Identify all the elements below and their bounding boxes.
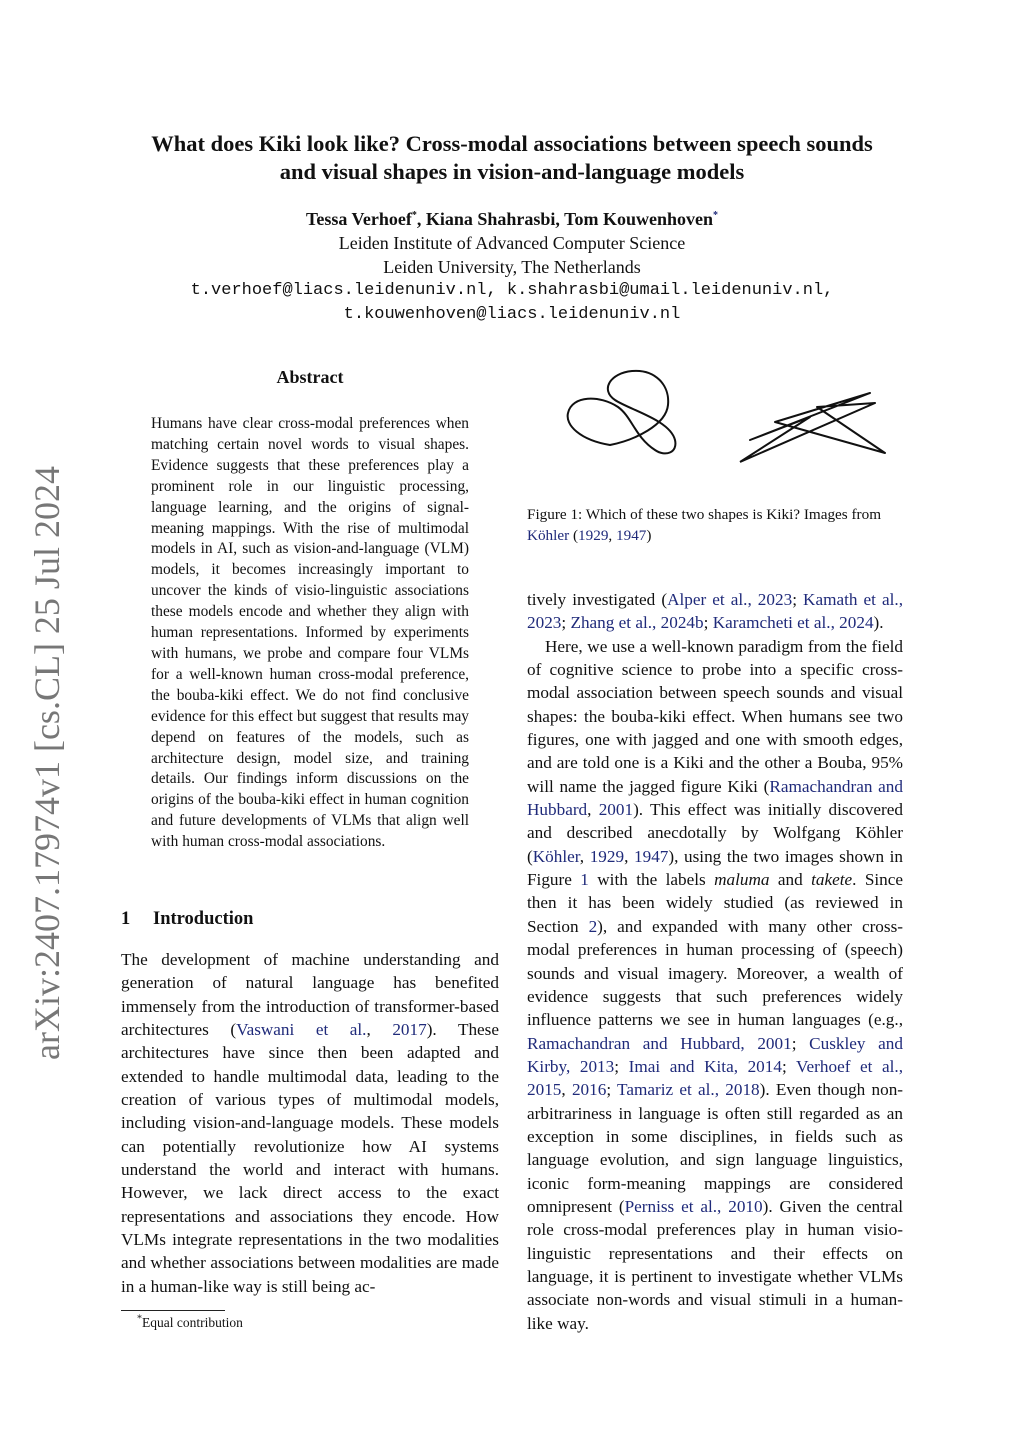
citation-link[interactable]: Imai and Kita, 2014 — [628, 1056, 782, 1076]
section-ref-link[interactable]: 2 — [588, 916, 598, 936]
paragraph-continued: tively investigated (Alper et al., 2023; Kamath et al., 2023; Zhang et al., 2024b; Karamcheti et al., 2024). — [527, 590, 903, 633]
citation-link[interactable]: 1929 — [578, 526, 609, 544]
intro-paragraph-col1: The development of machine understanding and generation of natural language has benefited immensely from the introduction of transformer-based architectures (Vaswani et al., 2017). These architectures have since then been adapted and extended to handle multimodal data, leading to the creation of various types of multimodal models, including vision-and-language models. These models can potentially revolutionize how AI systems understand the world and interact with humans. However, we lack direct access to the exact representations and associations they encode. How VLMs integrate representations in the two modalities and whether associations between modalities are made in a human-like way is still being ac- — [121, 950, 499, 1296]
citation-link[interactable]: 2017 — [392, 1020, 427, 1040]
abstract-heading: Abstract — [276, 367, 344, 387]
emails-line-1: t.verhoef@liacs.leidenuniv.nl, k.shahrasbi@umail.leidenuniv.nl, — [190, 281, 834, 300]
authors-2-3: , Kiana Shahrasbi, Tom Kouwenhoven — [416, 209, 713, 229]
citation-link[interactable]: Cuskley and Kirby, 2013 — [527, 1033, 903, 1076]
figure-1-shapes — [540, 365, 900, 475]
title-line-1: What does Kiki look like? Cross-modal associations between speech sounds — [151, 131, 873, 156]
section-heading-introduction — [121, 909, 253, 930]
citation-link[interactable]: Köhler — [532, 846, 580, 866]
citation-link[interactable]: Perniss et al., 2010 — [624, 1196, 763, 1216]
affiliation-2: Leiden University, The Netherlands — [383, 257, 641, 277]
citation-link[interactable]: Ramachandran and Hubbard — [527, 776, 903, 820]
author-1: Tessa Verhoef — [306, 209, 412, 229]
arxiv-stamp: arXiv:2407.17974v1 [cs.CL] 25 Jul 2024 — [27, 466, 67, 1060]
footnote-text: Equal contribution — [142, 1315, 243, 1330]
emails-line-2: t.kouwenhoven@liacs.leidenuniv.nl — [343, 305, 681, 324]
intro-column-2 — [527, 588, 903, 1335]
bouba-shape — [568, 371, 676, 454]
italic-word: takete — [811, 870, 853, 890]
citation-link[interactable]: 2001 — [598, 800, 634, 820]
section-number: 1 — [121, 909, 131, 929]
paper-title — [90, 130, 934, 186]
citation-link[interactable]: Kamath et al., 2023 — [527, 590, 903, 633]
citation-link[interactable]: Alper et al., 2023 — [667, 590, 793, 609]
citation-link[interactable]: Vaswani et al. — [236, 1020, 367, 1040]
author-block — [90, 207, 934, 327]
title-line-2: and visual shapes in vision-and-language models — [279, 159, 745, 184]
affiliation-1: Leiden Institute of Advanced Computer Science — [338, 233, 686, 253]
italic-word: maluma — [714, 870, 770, 890]
citation-link[interactable]: 2016 — [571, 1080, 607, 1100]
citation-link[interactable]: Zhang et al., 2024b — [570, 613, 704, 633]
equal-contrib-mark-2[interactable]: * — [712, 210, 718, 221]
citation-link[interactable]: Verhoef et al., 2015 — [527, 1056, 904, 1100]
citation-link[interactable]: 1947 — [634, 846, 669, 866]
equal-contrib-mark: * — [411, 210, 417, 221]
figure-ref-link[interactable]: 1 — [580, 870, 589, 890]
kiki-shape — [740, 393, 885, 462]
figure-1-caption: Figure 1: Which of these two shapes is Kiki? Images from Köhler (1929, 1947) — [527, 506, 882, 544]
citation-link[interactable]: 1947 — [616, 526, 647, 544]
citation-link[interactable]: Ramachandran and Hubbard, 2001 — [527, 1033, 792, 1053]
citation-link[interactable]: Köhler — [527, 526, 570, 544]
footnote-rule — [121, 1310, 225, 1311]
citation-link[interactable]: Tamariz et al., 2018 — [617, 1080, 760, 1100]
footnote-mark: * — [137, 1313, 142, 1325]
abstract-body: Humans have clear cross-modal preferences when matching certain novel words to visual shapes. Evidence suggests that these preferences play a prominent role in our linguistic processing, language learning, and the origins of signal-meaning mappings. With the rise of multimodal models in AI, such as vision-and-language (VLM) models, it becomes increasingly important to uncover the kinds of visio-linguistic associations these models encode and whether they align with human representations. Informed by experiments with humans, we probe and compare four VLMs for a well-known human cross-modal preference, the bouba-kiki effect. We do not find conclusive evidence for this effect but suggest that results may depend on features of the models, such as architecture design, model size, and training details. Our findings inform discussions on the origins of the bouba-kiki effect in human cognition and future developments of VLMs that align well with human cross-modal associations. — [151, 415, 469, 851]
paragraph-bouba-kiki: Here, we use a well-known paradigm from the field of cognitive science to probe into a specific cross-modal association between speech sounds and visual shapes: the bouba-kiki effect. When humans see two figures, one with jagged and one with smooth edges, and are told one is a Kiki and the other a Bouba, 95% will name the jagged figure Kiki (Ramachandran and Hubbard, 2001). This effect was initially discovered and described anecdotally by Wolfgang Köhler (Köhler, 1929, 1947), using the two images shown in Figure 1 with the labels maluma and takete. Since then it has been widely studied (as reviewed in Section 2), and expanded with many other cross-modal preferences in human processing of (speech) sounds and visual imagery. Moreover, a wealth of evidence suggests that such preferences widely influence patterns we see in human languages (e.g., Ramachandran and Hubbard, 2001; Cuskley and Kirby, 2013; Imai and Kita, 2014; Verhoef et al., 2015, 2016; Tamariz et al., 2018). Even though non-arbitrariness in language is often still regarded as an exception in some disciplines, in fields such as language evolution, and sign language linguistics, iconic form-meaning mappings are considered omnipresent (Perniss et al., 2010). Given the central role cross-modal preferences play in human visio-linguistic representations and their effects on language, it is pertinent to investigate whether VLMs associate non-words and visual stimuli in a human-like way. — [527, 636, 904, 1333]
citation-link[interactable]: Karamcheti et al., 2024 — [712, 613, 874, 633]
footnote — [137, 1315, 243, 1331]
section-title: Introduction — [153, 909, 254, 929]
author-names — [90, 207, 934, 231]
citation-link[interactable]: 1929 — [589, 846, 625, 866]
